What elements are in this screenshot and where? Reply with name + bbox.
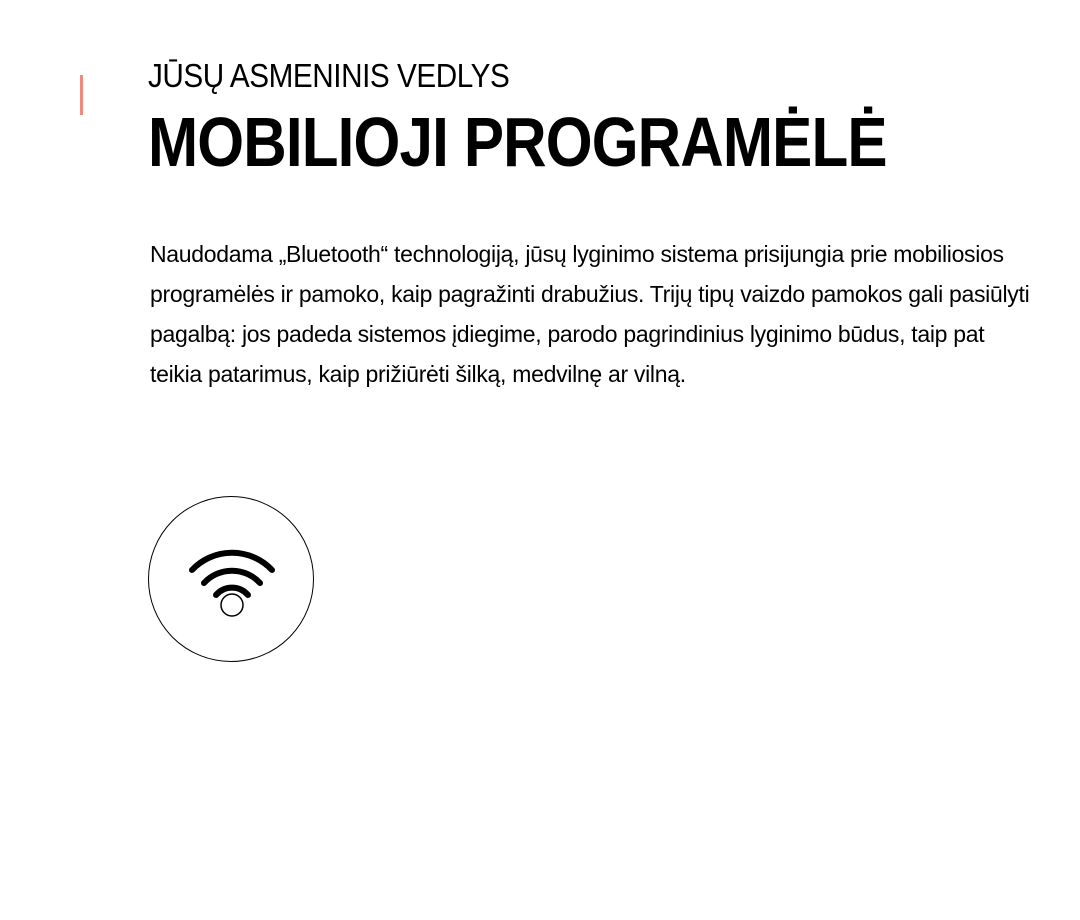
page-title: MOBILIOJI PROGRAMĖLĖ [148, 103, 887, 181]
wireless-signal-icon [149, 497, 315, 663]
wireless-icon-badge [148, 496, 314, 662]
header [148, 56, 1048, 180]
description-paragraph: Naudodama „Bluetooth“ technologiją, jūsų lyginimo sistema prisijungia prie mobiliosios programėlės ir pamoko, kaip pagražinti drabužius. Trijų tipų vaizdo pamokos gali pasiūlyti pagalbą: jos padeda sistemos įdiegime, parodo pagrindinius lyginimo būdus, taip pat teikia patarimus, kaip prižiūrėti šilką, medvilnę ar vilną. [150, 241, 1030, 387]
page-subtitle: JŪSŲ ASMENINIS VEDLYS [148, 57, 510, 94]
accent-bar [80, 75, 83, 115]
